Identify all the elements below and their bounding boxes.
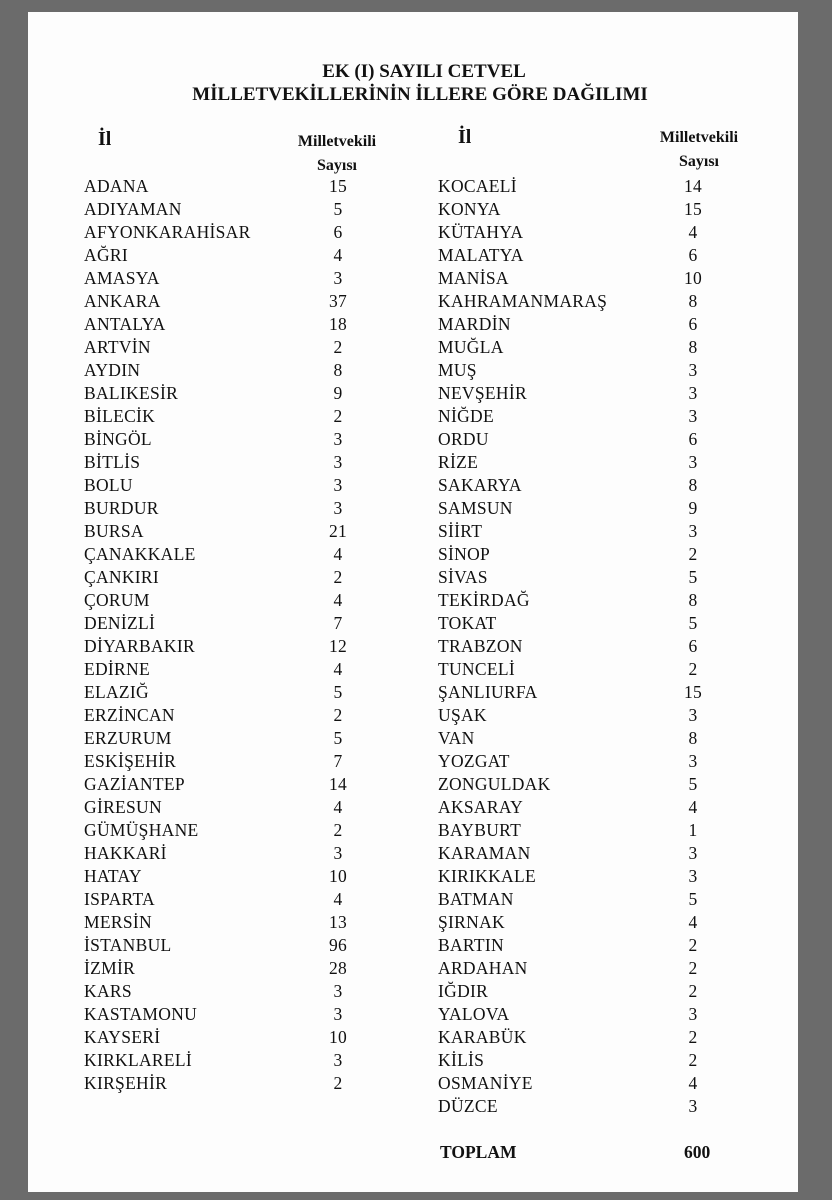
- province-name: HATAY: [84, 866, 142, 886]
- table-row: [84, 842, 384, 865]
- left-count-header-line1: Milletvekili: [297, 133, 377, 150]
- deputy-count: 4: [333, 590, 343, 610]
- province-name: ANTALYA: [84, 314, 166, 334]
- left-count-header: [272, 130, 402, 178]
- province-name: BOLU: [84, 475, 133, 495]
- table-row: [84, 451, 384, 474]
- table-row: [438, 819, 738, 842]
- deputy-count: 2: [688, 981, 698, 1001]
- province-name: GAZİANTEP: [84, 774, 185, 794]
- table-row: [84, 957, 384, 980]
- province-name: BURSA: [84, 521, 144, 541]
- deputy-count: 4: [688, 912, 698, 932]
- province-name: ESKİŞEHİR: [84, 751, 177, 771]
- province-name: MANİSA: [438, 268, 509, 288]
- deputy-count: 18: [328, 314, 348, 334]
- document-subtitle: MİLLETVEKİLLERİNİN İLLERE GÖRE DAĞILIMI: [192, 84, 648, 105]
- left-il-header: İl: [98, 128, 112, 150]
- province-name: TEKİRDAĞ: [438, 590, 530, 610]
- deputy-count: 3: [688, 866, 698, 886]
- table-row: [84, 520, 384, 543]
- table-row: [84, 198, 384, 221]
- province-name: AYDIN: [84, 360, 141, 380]
- province-name: MUĞLA: [438, 337, 504, 357]
- province-name: ANKARA: [84, 291, 161, 311]
- table-row: [438, 474, 738, 497]
- table-row: [84, 175, 384, 198]
- province-name: RİZE: [438, 452, 479, 472]
- table-row: [84, 336, 384, 359]
- province-name: KIRIKKALE: [438, 866, 536, 886]
- table-row: [84, 658, 384, 681]
- deputy-count: 4: [333, 797, 343, 817]
- province-name: MARDİN: [438, 314, 511, 334]
- deputy-count: 8: [688, 291, 698, 311]
- province-name: BİNGÖL: [84, 429, 152, 449]
- province-name: MUŞ: [438, 360, 477, 380]
- province-name: SAKARYA: [438, 475, 522, 495]
- province-name: KAHRAMANMARAŞ: [438, 291, 608, 311]
- province-name: ŞIRNAK: [438, 912, 505, 932]
- province-name: ARTVİN: [84, 337, 151, 357]
- deputy-count: 2: [333, 705, 343, 725]
- province-name: KASTAMONU: [84, 1004, 198, 1024]
- deputy-count: 6: [688, 314, 698, 334]
- deputy-count: 5: [333, 199, 343, 219]
- province-name: ELAZIĞ: [84, 682, 149, 702]
- deputy-count: 28: [328, 958, 348, 978]
- province-name: SİNOP: [438, 544, 491, 564]
- deputy-count: 14: [683, 176, 703, 196]
- province-name: ADANA: [84, 176, 149, 196]
- deputy-count: 3: [333, 981, 343, 1001]
- table-row: [438, 221, 738, 244]
- right-count-header-line2: Sayısı: [678, 153, 719, 170]
- table-row: [84, 1072, 384, 1095]
- province-name: KİLİS: [438, 1050, 485, 1070]
- province-name: ÇORUM: [84, 590, 150, 610]
- province-name: KIRŞEHİR: [84, 1073, 168, 1093]
- table-row: [438, 543, 738, 566]
- deputy-count: 2: [688, 1050, 698, 1070]
- table-row: [438, 1026, 738, 1049]
- deputy-count: 2: [333, 337, 343, 357]
- deputy-count: 3: [333, 429, 343, 449]
- left-count-header-line2: Sayısı: [316, 157, 357, 174]
- deputy-count: 6: [688, 636, 698, 656]
- province-name: ADIYAMAN: [84, 199, 182, 219]
- table-row: [84, 819, 384, 842]
- table-row: [438, 313, 738, 336]
- table-row: [438, 1049, 738, 1072]
- deputy-count: 12: [328, 636, 348, 656]
- province-name: NEVŞEHİR: [438, 383, 527, 403]
- right-count-header: [634, 126, 764, 174]
- province-name: ŞANLIURFA: [438, 682, 538, 702]
- table-row: [438, 290, 738, 313]
- deputy-count: 3: [333, 843, 343, 863]
- deputy-count: 4: [688, 222, 698, 242]
- deputy-count: 3: [688, 360, 698, 380]
- deputy-count: 6: [688, 429, 698, 449]
- table-row: [438, 681, 738, 704]
- province-name: BATMAN: [438, 889, 514, 909]
- deputy-count: 15: [328, 176, 348, 196]
- deputy-count: 2: [333, 567, 343, 587]
- table-row: [84, 773, 384, 796]
- deputy-count: 4: [688, 1073, 698, 1093]
- deputy-count: 15: [683, 682, 703, 702]
- table-row: [438, 980, 738, 1003]
- deputy-count: 3: [333, 1004, 343, 1024]
- deputy-count: 5: [688, 774, 698, 794]
- deputy-count: 2: [688, 659, 698, 679]
- deputy-count: 2: [688, 935, 698, 955]
- province-name: KAYSERİ: [84, 1027, 161, 1047]
- deputy-count: 8: [688, 475, 698, 495]
- deputy-count: 4: [333, 889, 343, 909]
- province-name: OSMANİYE: [438, 1073, 533, 1093]
- province-name: ÇANAKKALE: [84, 544, 196, 564]
- table-row: [438, 796, 738, 819]
- deputy-count: 8: [688, 590, 698, 610]
- deputy-count: 10: [328, 866, 348, 886]
- right-il-header: İl: [458, 126, 472, 148]
- table-row: [438, 658, 738, 681]
- deputy-count: 3: [333, 452, 343, 472]
- deputy-count: 8: [333, 360, 343, 380]
- province-name: EDİRNE: [84, 659, 150, 679]
- table-row: [438, 589, 738, 612]
- deputy-count: 6: [333, 222, 343, 242]
- deputy-count: 7: [333, 613, 343, 633]
- deputy-count: 3: [688, 1096, 698, 1116]
- deputy-count: 3: [688, 383, 698, 403]
- province-name: KARS: [84, 981, 132, 1001]
- table-row: [438, 842, 738, 865]
- table-row: [84, 359, 384, 382]
- province-name: SİİRT: [438, 521, 483, 541]
- table-row: [438, 934, 738, 957]
- province-name: YOZGAT: [438, 751, 510, 771]
- province-name: KARABÜK: [438, 1027, 527, 1047]
- table-row: [438, 451, 738, 474]
- table-row: [438, 198, 738, 221]
- table-row: [84, 474, 384, 497]
- province-name: KÜTAHYA: [438, 222, 524, 242]
- table-row: [84, 934, 384, 957]
- province-name: GÜMÜŞHANE: [84, 820, 199, 840]
- total-label: TOPLAM: [440, 1142, 517, 1162]
- province-name: BARTIN: [438, 935, 504, 955]
- table-row: [438, 520, 738, 543]
- province-name: AFYONKARAHİSAR: [84, 222, 251, 242]
- table-row: [438, 865, 738, 888]
- table-row: [438, 957, 738, 980]
- deputy-count: 2: [688, 958, 698, 978]
- table-row: [84, 428, 384, 451]
- province-name: TRABZON: [438, 636, 523, 656]
- table-row: [84, 382, 384, 405]
- deputy-count: 8: [688, 337, 698, 357]
- deputy-count: 37: [328, 291, 348, 311]
- deputy-count: 2: [688, 544, 698, 564]
- province-name: MERSİN: [84, 912, 152, 932]
- province-name: ZONGULDAK: [438, 774, 551, 794]
- table-row: [84, 566, 384, 589]
- table-row: [438, 566, 738, 589]
- table-row: [438, 727, 738, 750]
- deputy-count: 3: [688, 751, 698, 771]
- deputy-count: 3: [688, 452, 698, 472]
- table-row: [84, 405, 384, 428]
- table-row: [438, 497, 738, 520]
- deputy-count: 2: [333, 1073, 343, 1093]
- table-row: [84, 497, 384, 520]
- deputy-count: 1: [688, 820, 698, 840]
- deputy-count: 3: [688, 705, 698, 725]
- table-row: [438, 750, 738, 773]
- deputy-count: 4: [333, 659, 343, 679]
- deputy-count: 9: [333, 383, 343, 403]
- deputy-count: 3: [333, 475, 343, 495]
- table-row: [84, 221, 384, 244]
- province-name: IĞDIR: [438, 981, 489, 1001]
- deputy-count: 3: [333, 498, 343, 518]
- province-name: NİĞDE: [438, 406, 494, 426]
- province-name: KARAMAN: [438, 843, 531, 863]
- deputy-count: 4: [333, 544, 343, 564]
- deputy-count: 3: [333, 268, 343, 288]
- deputy-count: 2: [333, 820, 343, 840]
- table-row: [438, 382, 738, 405]
- deputy-count: 7: [333, 751, 343, 771]
- table-row: [438, 704, 738, 727]
- table-row: [84, 1003, 384, 1026]
- province-name: İZMİR: [84, 958, 136, 978]
- total-value: 600: [684, 1142, 711, 1162]
- table-row: [438, 1072, 738, 1095]
- deputy-count: 3: [688, 521, 698, 541]
- deputy-count: 96: [328, 935, 348, 955]
- table-row: [438, 1095, 738, 1118]
- province-name: BURDUR: [84, 498, 159, 518]
- table-row: [438, 359, 738, 382]
- province-name: MALATYA: [438, 245, 524, 265]
- deputy-count: 5: [688, 613, 698, 633]
- table-row: [438, 612, 738, 635]
- table-row: [438, 405, 738, 428]
- deputy-count: 6: [688, 245, 698, 265]
- table-row: [438, 428, 738, 451]
- deputy-count: 3: [333, 1050, 343, 1070]
- province-name: TUNCELİ: [438, 659, 515, 679]
- deputy-count: 3: [688, 406, 698, 426]
- table-row: [438, 336, 738, 359]
- deputy-count: 4: [333, 245, 343, 265]
- deputy-count: 13: [328, 912, 348, 932]
- deputy-count: 5: [688, 567, 698, 587]
- deputy-count: 21: [328, 521, 348, 541]
- table-row: [438, 888, 738, 911]
- deputy-count: 8: [688, 728, 698, 748]
- table-row: [84, 635, 384, 658]
- table-row: [84, 267, 384, 290]
- province-name: ERZURUM: [84, 728, 172, 748]
- province-name: ISPARTA: [84, 889, 155, 909]
- province-name: ERZİNCAN: [84, 705, 175, 725]
- province-name: AĞRI: [84, 245, 128, 265]
- deputy-count: 5: [333, 682, 343, 702]
- province-name: BİLECİK: [84, 406, 156, 426]
- deputy-count: 5: [333, 728, 343, 748]
- right-province-list: [438, 175, 738, 1118]
- table-row: [438, 911, 738, 934]
- province-name: SAMSUN: [438, 498, 513, 518]
- table-row: [84, 313, 384, 336]
- deputy-count: 2: [333, 406, 343, 426]
- province-name: YALOVA: [438, 1004, 510, 1024]
- province-name: UŞAK: [438, 705, 487, 725]
- table-row: [84, 543, 384, 566]
- table-row: [84, 727, 384, 750]
- table-row: [438, 267, 738, 290]
- deputy-count: 2: [688, 1027, 698, 1047]
- province-name: HAKKARİ: [84, 843, 167, 863]
- table-row: [84, 980, 384, 1003]
- province-name: ÇANKIRI: [84, 567, 160, 587]
- deputy-count: 5: [688, 889, 698, 909]
- deputy-count: 14: [328, 774, 348, 794]
- table-row: [84, 888, 384, 911]
- province-name: KONYA: [438, 199, 501, 219]
- deputy-count: 15: [683, 199, 703, 219]
- province-name: BİTLİS: [84, 452, 141, 472]
- table-row: [84, 681, 384, 704]
- province-name: İSTANBUL: [84, 935, 172, 955]
- deputy-count: 3: [688, 843, 698, 863]
- table-row: [84, 865, 384, 888]
- table-row: [438, 1003, 738, 1026]
- table-row: [84, 911, 384, 934]
- province-name: KOCAELİ: [438, 176, 517, 196]
- table-row: [84, 1049, 384, 1072]
- province-name: DENİZLİ: [84, 613, 156, 633]
- province-name: SİVAS: [438, 567, 488, 587]
- deputy-count: 4: [688, 797, 698, 817]
- province-name: ORDU: [438, 429, 489, 449]
- table-row: [84, 290, 384, 313]
- left-province-list: [84, 175, 384, 1095]
- document-title: EK (I) SAYILI CETVEL: [322, 61, 526, 82]
- province-name: BALIKESİR: [84, 383, 179, 403]
- province-name: DİYARBAKIR: [84, 636, 195, 656]
- province-name: VAN: [438, 728, 475, 748]
- table-row: [84, 589, 384, 612]
- table-row: [84, 612, 384, 635]
- deputy-count: 10: [328, 1027, 348, 1047]
- table-row: [438, 175, 738, 198]
- province-name: AKSARAY: [438, 797, 524, 817]
- deputy-count: 10: [683, 268, 703, 288]
- province-name: BAYBURT: [438, 820, 522, 840]
- province-name: TOKAT: [438, 613, 497, 633]
- province-name: ARDAHAN: [438, 958, 528, 978]
- table-row: [84, 704, 384, 727]
- right-count-header-line1: Milletvekili: [659, 129, 739, 146]
- province-name: DÜZCE: [438, 1096, 498, 1116]
- table-row: [438, 773, 738, 796]
- table-row: [438, 244, 738, 267]
- province-name: KIRKLARELİ: [84, 1050, 192, 1070]
- table-row: [84, 796, 384, 819]
- deputy-count: 3: [688, 1004, 698, 1024]
- table-row: [84, 1026, 384, 1049]
- table-row: [84, 750, 384, 773]
- province-name: AMASYA: [84, 268, 160, 288]
- province-name: GİRESUN: [84, 797, 162, 817]
- table-row: [438, 635, 738, 658]
- deputy-count: 9: [688, 498, 698, 518]
- table-row: [84, 244, 384, 267]
